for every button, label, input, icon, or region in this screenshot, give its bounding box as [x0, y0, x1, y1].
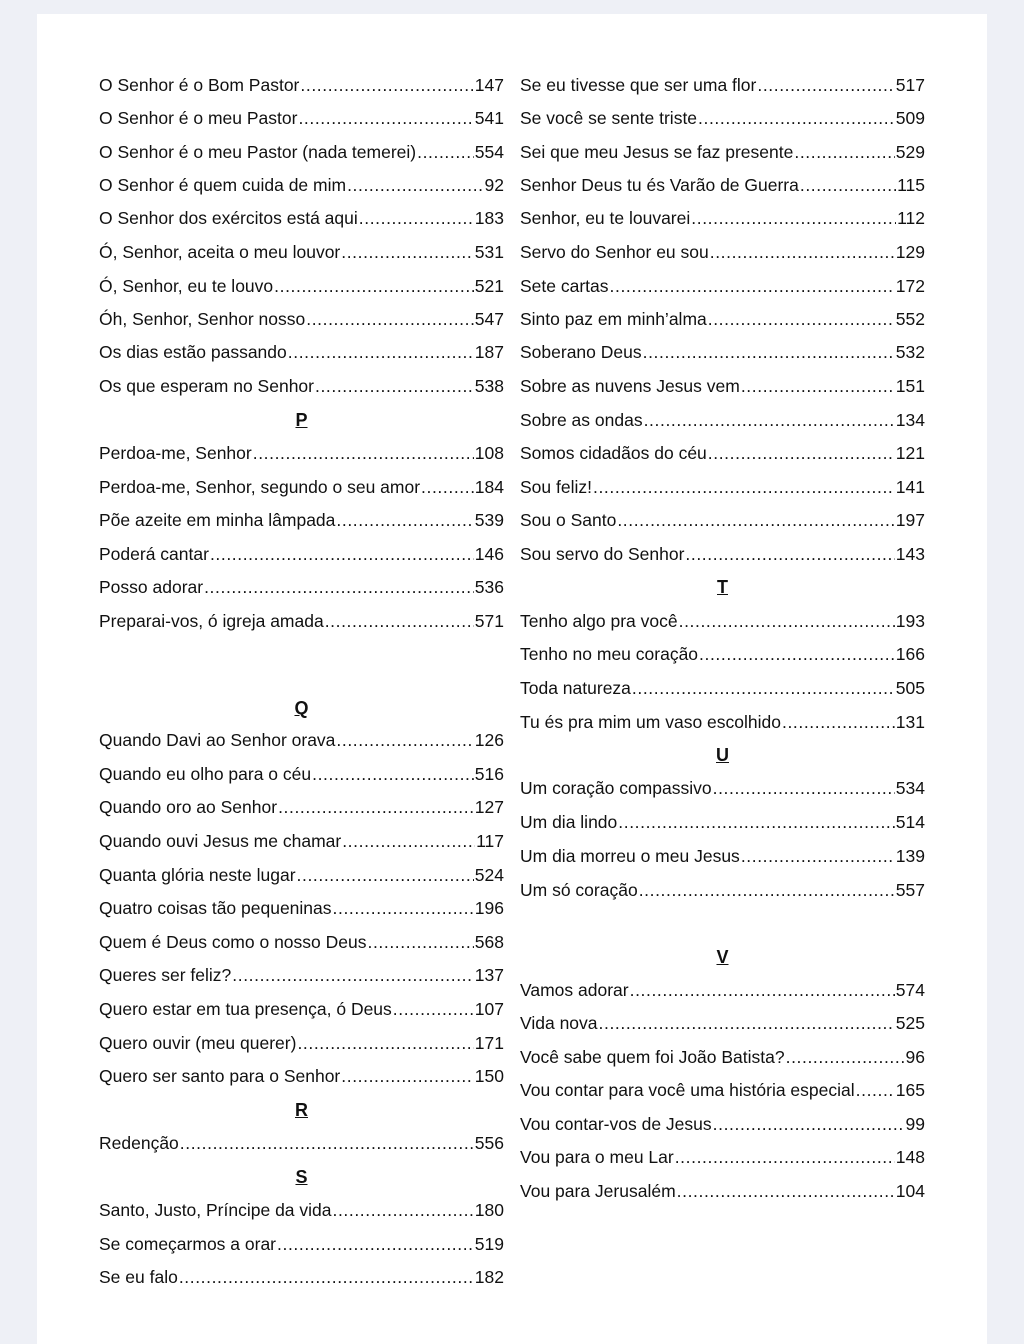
dot-leader — [341, 242, 474, 263]
entry-title: Põe azeite em minha lâmpada — [99, 510, 336, 530]
entry-title: Vou contar-vos de Jesus — [520, 1114, 712, 1134]
dot-leader — [253, 443, 474, 464]
dot-leader — [417, 142, 474, 163]
entry-title: Poderá cantar — [99, 544, 209, 564]
entry-title: Vamos adorar — [520, 980, 629, 1000]
entry-page-number: 148 — [895, 1147, 925, 1167]
entry-title: Um só coração — [520, 880, 638, 900]
dot-leader — [617, 510, 894, 531]
dot-leader — [794, 142, 894, 163]
index-entry — [520, 712, 925, 738]
entry-page-number: 104 — [895, 1181, 925, 1201]
dot-leader — [644, 410, 895, 431]
dot-leader — [232, 965, 474, 986]
entry-page-number: 121 — [895, 443, 925, 463]
entry-title: Sou o Santo — [520, 510, 617, 530]
entry-page-number: 554 — [474, 142, 504, 162]
entry-title: Quando Davi ao Senhor orava — [99, 730, 336, 750]
index-entry — [520, 678, 925, 704]
entry-page-number: 115 — [897, 175, 925, 195]
dot-leader — [698, 108, 895, 129]
entry-page-number: 516 — [474, 764, 504, 784]
entry-title: Queres ser feliz? — [99, 965, 232, 985]
dot-leader — [685, 544, 894, 565]
entry-title: Quando eu olho para o céu — [99, 764, 312, 784]
dot-leader — [699, 644, 895, 665]
entry-page-number: 532 — [895, 342, 925, 362]
entry-title: Quero ser santo para o Senhor — [99, 1066, 341, 1086]
entry-title: Sobre as nuvens Jesus vem — [520, 376, 740, 396]
entry-title: Quando oro ao Senhor — [99, 797, 278, 817]
dot-leader — [210, 544, 474, 565]
index-entry — [520, 980, 925, 1006]
entry-page-number: 96 — [905, 1047, 925, 1067]
index-entry — [520, 812, 925, 838]
entry-page-number: 531 — [474, 242, 504, 262]
entry-page-number: 127 — [474, 797, 504, 817]
index-entry — [520, 1147, 925, 1173]
entry-title: Somos cidadãos do céu — [520, 443, 707, 463]
index-entry — [520, 1080, 925, 1106]
entry-page-number: 521 — [474, 276, 504, 296]
index-entry — [520, 1181, 925, 1207]
entry-page-number: 197 — [895, 510, 925, 530]
entry-title: Se você se sente triste — [520, 108, 698, 128]
entry-title: Sou servo do Senhor — [520, 544, 685, 564]
entry-title: Senhor, eu te louvarei — [520, 208, 691, 228]
entry-page-number: 171 — [474, 1033, 504, 1053]
dot-leader — [300, 75, 473, 96]
index-entry — [520, 1047, 925, 1073]
entry-title: Sou feliz! — [520, 477, 592, 497]
dot-leader — [630, 980, 895, 1001]
index-entry — [520, 208, 925, 234]
entry-page-number: 141 — [895, 477, 925, 497]
index-entry — [520, 644, 925, 670]
dot-leader — [315, 376, 474, 397]
index-entry — [99, 611, 504, 637]
entry-title: Redenção — [99, 1133, 179, 1153]
entry-page-number: 187 — [474, 342, 504, 362]
entry-title: Vida nova — [520, 1013, 598, 1033]
index-entry — [520, 477, 925, 503]
dot-leader — [278, 797, 474, 818]
index-entry — [520, 443, 925, 469]
dot-leader — [713, 778, 895, 799]
entry-page-number: 99 — [905, 1114, 925, 1134]
index-entry — [99, 510, 504, 536]
index-entry — [99, 342, 504, 368]
entry-page-number: 534 — [895, 778, 925, 798]
entry-title: Tenho algo pra você — [520, 611, 678, 631]
dot-leader — [359, 208, 474, 229]
index-entry — [520, 846, 925, 872]
dot-leader — [639, 880, 895, 901]
entry-title: Vou para Jerusalém — [520, 1181, 676, 1201]
entry-page-number: 146 — [474, 544, 504, 564]
entry-title: Ó, Senhor, aceita o meu louvor — [99, 242, 341, 262]
entry-page-number: 126 — [474, 730, 504, 750]
entry-title: O Senhor é quem cuida de mim — [99, 175, 347, 195]
dot-leader — [288, 342, 474, 363]
entry-title: Toda natureza — [520, 678, 631, 698]
dot-leader — [741, 846, 895, 867]
entry-page-number: 183 — [474, 208, 504, 228]
entry-page-number: 139 — [895, 846, 925, 866]
index-entry — [99, 865, 504, 891]
dot-leader — [336, 510, 473, 531]
index-entry — [99, 764, 504, 790]
entry-page-number: 541 — [474, 108, 504, 128]
index-entry — [520, 175, 925, 201]
dot-leader — [710, 242, 895, 263]
index-entry — [520, 108, 925, 134]
entry-title: Óh, Senhor, Senhor nosso — [99, 309, 306, 329]
entry-page-number: 505 — [895, 678, 925, 698]
entry-title: Um coração compassivo — [520, 778, 712, 798]
entry-page-number: 92 — [484, 175, 504, 195]
index-entry — [99, 1066, 504, 1092]
index-entry — [99, 1133, 504, 1159]
dot-leader — [274, 276, 474, 297]
dot-leader — [708, 443, 895, 464]
dot-leader — [347, 175, 483, 196]
entry-page-number: 568 — [474, 932, 504, 952]
index-entry — [520, 510, 925, 536]
entry-title: Vou contar para você uma história especial — [520, 1080, 855, 1100]
entry-title: Um dia lindo — [520, 812, 618, 832]
index-entry — [99, 1267, 504, 1293]
index-entry — [99, 999, 504, 1025]
entry-title: Se começarmos a orar — [99, 1234, 277, 1254]
entry-page-number: 514 — [895, 812, 925, 832]
index-entry — [520, 142, 925, 168]
index-entry — [99, 831, 504, 857]
entry-title: Quero estar em tua presença, ó Deus — [99, 999, 392, 1019]
dot-leader — [677, 1181, 895, 1202]
entry-title: Os que esperam no Senhor — [99, 376, 314, 396]
index-entry — [99, 797, 504, 823]
dot-leader — [325, 611, 474, 632]
entry-title: Quero ouvir (meu querer) — [99, 1033, 297, 1053]
dot-leader — [312, 764, 474, 785]
index-entry — [99, 730, 504, 756]
index-entry — [99, 142, 504, 168]
entry-title: Posso adorar — [99, 577, 204, 597]
index-entry — [99, 898, 504, 924]
section-letter-heading: S — [295, 1167, 308, 1187]
entry-page-number: 509 — [895, 108, 925, 128]
dot-leader — [741, 376, 895, 397]
entry-page-number: 539 — [474, 510, 504, 530]
entry-title: Se eu falo — [99, 1267, 178, 1287]
index-entry — [99, 309, 504, 335]
entry-page-number: 108 — [474, 443, 504, 463]
entry-title: Quem é Deus como o nosso Deus — [99, 932, 367, 952]
entry-title: Um dia morreu o meu Jesus — [520, 846, 740, 866]
index-entry — [99, 1234, 504, 1260]
dot-leader — [782, 712, 895, 733]
dot-leader — [708, 309, 895, 330]
dot-leader — [618, 812, 895, 833]
entry-page-number: 165 — [895, 1080, 925, 1100]
entry-title: Quando ouvi Jesus me chamar — [99, 831, 342, 851]
entry-title: Quatro coisas tão pequeninas — [99, 898, 332, 918]
entry-title: Senhor Deus tu és Varão de Guerra — [520, 175, 799, 195]
index-entry — [520, 544, 925, 570]
entry-page-number: 107 — [474, 999, 504, 1019]
index-entry — [520, 75, 925, 101]
dot-leader — [757, 75, 894, 96]
entry-page-number: 184 — [474, 477, 504, 497]
entry-title: Os dias estão passando — [99, 342, 287, 362]
entry-page-number: 137 — [474, 965, 504, 985]
entry-page-number: 524 — [474, 865, 504, 885]
dot-leader — [800, 175, 896, 196]
dot-leader — [297, 1033, 473, 1054]
entry-page-number: 150 — [474, 1066, 504, 1086]
entry-title: Sinto paz em minh’alma — [520, 309, 707, 329]
dot-leader — [713, 1114, 905, 1135]
dot-leader — [632, 678, 895, 699]
entry-title: Sei que meu Jesus se faz presente — [520, 142, 794, 162]
dot-leader — [204, 577, 474, 598]
entry-title: O Senhor é o Bom Pastor — [99, 75, 300, 95]
entry-page-number: 180 — [474, 1200, 504, 1220]
dot-leader — [691, 208, 896, 229]
index-entry — [520, 880, 925, 906]
dot-leader — [341, 1066, 474, 1087]
entry-page-number: 166 — [895, 644, 925, 664]
index-entry — [99, 242, 504, 268]
entry-page-number: 172 — [895, 276, 925, 296]
index-entry — [520, 410, 925, 436]
dot-leader — [277, 1234, 474, 1255]
dot-leader — [368, 932, 474, 953]
entry-page-number: 525 — [895, 1013, 925, 1033]
entry-title: O Senhor é o meu Pastor — [99, 108, 298, 128]
entry-page-number: 112 — [897, 208, 925, 228]
dot-leader — [393, 999, 474, 1020]
entry-title: Você sabe quem foi João Batista? — [520, 1047, 785, 1067]
index-entry — [520, 1114, 925, 1140]
entry-title: Quanta glória neste lugar — [99, 865, 296, 885]
dot-leader — [675, 1147, 895, 1168]
entry-page-number: 519 — [474, 1234, 504, 1254]
dot-leader — [333, 898, 474, 919]
dot-leader — [333, 1200, 474, 1221]
section-letter-heading: U — [716, 745, 729, 765]
index-entry — [99, 443, 504, 469]
dot-leader — [342, 831, 475, 852]
dot-leader — [643, 342, 895, 363]
index-entry — [520, 342, 925, 368]
entry-title: Servo do Senhor eu sou — [520, 242, 709, 262]
dot-leader — [297, 865, 474, 886]
dot-leader — [856, 1080, 895, 1101]
dot-leader — [610, 276, 895, 297]
entry-page-number: 147 — [474, 75, 504, 95]
entry-page-number: 547 — [474, 309, 504, 329]
index-entry — [99, 965, 504, 991]
entry-title: Tu és pra mim um vaso escolhido — [520, 712, 781, 732]
index-entry — [99, 108, 504, 134]
index-entry — [99, 75, 504, 101]
entry-page-number: 182 — [474, 1267, 504, 1287]
entry-title: Ó, Senhor, eu te louvo — [99, 276, 274, 296]
entry-page-number: 552 — [895, 309, 925, 329]
index-entry — [520, 242, 925, 268]
entry-title: Tenho no meu coração — [520, 644, 699, 664]
index-entry — [520, 376, 925, 402]
section-letter-heading: Q — [294, 698, 309, 718]
index-entry — [99, 1033, 504, 1059]
dot-leader — [786, 1047, 905, 1068]
entry-page-number: 196 — [474, 898, 504, 918]
dot-leader — [593, 477, 895, 498]
index-entry — [99, 544, 504, 570]
entry-page-number: 556 — [474, 1133, 504, 1153]
entry-page-number: 129 — [895, 242, 925, 262]
entry-title: Sete cartas — [520, 276, 609, 296]
dot-leader — [679, 611, 895, 632]
entry-title: Santo, Justo, Príncipe da vida — [99, 1200, 332, 1220]
entry-title: O Senhor dos exércitos está aqui — [99, 208, 358, 228]
entry-page-number: 134 — [895, 410, 925, 430]
section-letter-heading: V — [716, 947, 729, 967]
entry-title: Vou para o meu Lar — [520, 1147, 674, 1167]
entry-page-number: 117 — [476, 831, 504, 851]
index-entry — [99, 175, 504, 201]
entry-page-number: 574 — [895, 980, 925, 1000]
entry-page-number: 536 — [474, 577, 504, 597]
dot-leader — [180, 1133, 474, 1154]
index-entry — [99, 477, 504, 503]
entry-title: Se eu tivesse que ser uma flor — [520, 75, 757, 95]
section-letter-heading: T — [717, 577, 728, 597]
entry-page-number: 517 — [895, 75, 925, 95]
section-letter-heading: P — [295, 410, 308, 430]
document-page — [37, 14, 987, 1344]
entry-title: Preparai-vos, ó igreja amada — [99, 611, 324, 631]
dot-leader — [179, 1267, 474, 1288]
dot-leader — [306, 309, 474, 330]
index-entry — [520, 309, 925, 335]
index-entry — [99, 276, 504, 302]
dot-leader — [336, 730, 473, 751]
index-entry — [520, 611, 925, 637]
index-entry — [99, 376, 504, 402]
entry-page-number: 131 — [895, 712, 925, 732]
dot-leader — [599, 1013, 895, 1034]
entry-page-number: 538 — [474, 376, 504, 396]
entry-page-number: 571 — [474, 611, 504, 631]
entry-title: Sobre as ondas — [520, 410, 643, 430]
index-entry — [520, 1013, 925, 1039]
entry-page-number: 557 — [895, 880, 925, 900]
index-entry — [99, 1200, 504, 1226]
section-letter-heading: R — [295, 1100, 308, 1120]
index-entry — [99, 208, 504, 234]
entry-title: Perdoa-me, Senhor, segundo o seu amor — [99, 477, 421, 497]
index-entry — [520, 778, 925, 804]
entry-page-number: 143 — [895, 544, 925, 564]
index-entry — [99, 577, 504, 603]
entry-page-number: 529 — [895, 142, 925, 162]
dot-leader — [421, 477, 474, 498]
entry-page-number: 193 — [895, 611, 925, 631]
index-entry — [520, 276, 925, 302]
entry-title: Perdoa-me, Senhor — [99, 443, 252, 463]
entry-page-number: 151 — [895, 376, 925, 396]
index-entry — [99, 932, 504, 958]
dot-leader — [298, 108, 473, 129]
entry-title: O Senhor é o meu Pastor (nada temerei) — [99, 142, 417, 162]
entry-title: Soberano Deus — [520, 342, 642, 362]
